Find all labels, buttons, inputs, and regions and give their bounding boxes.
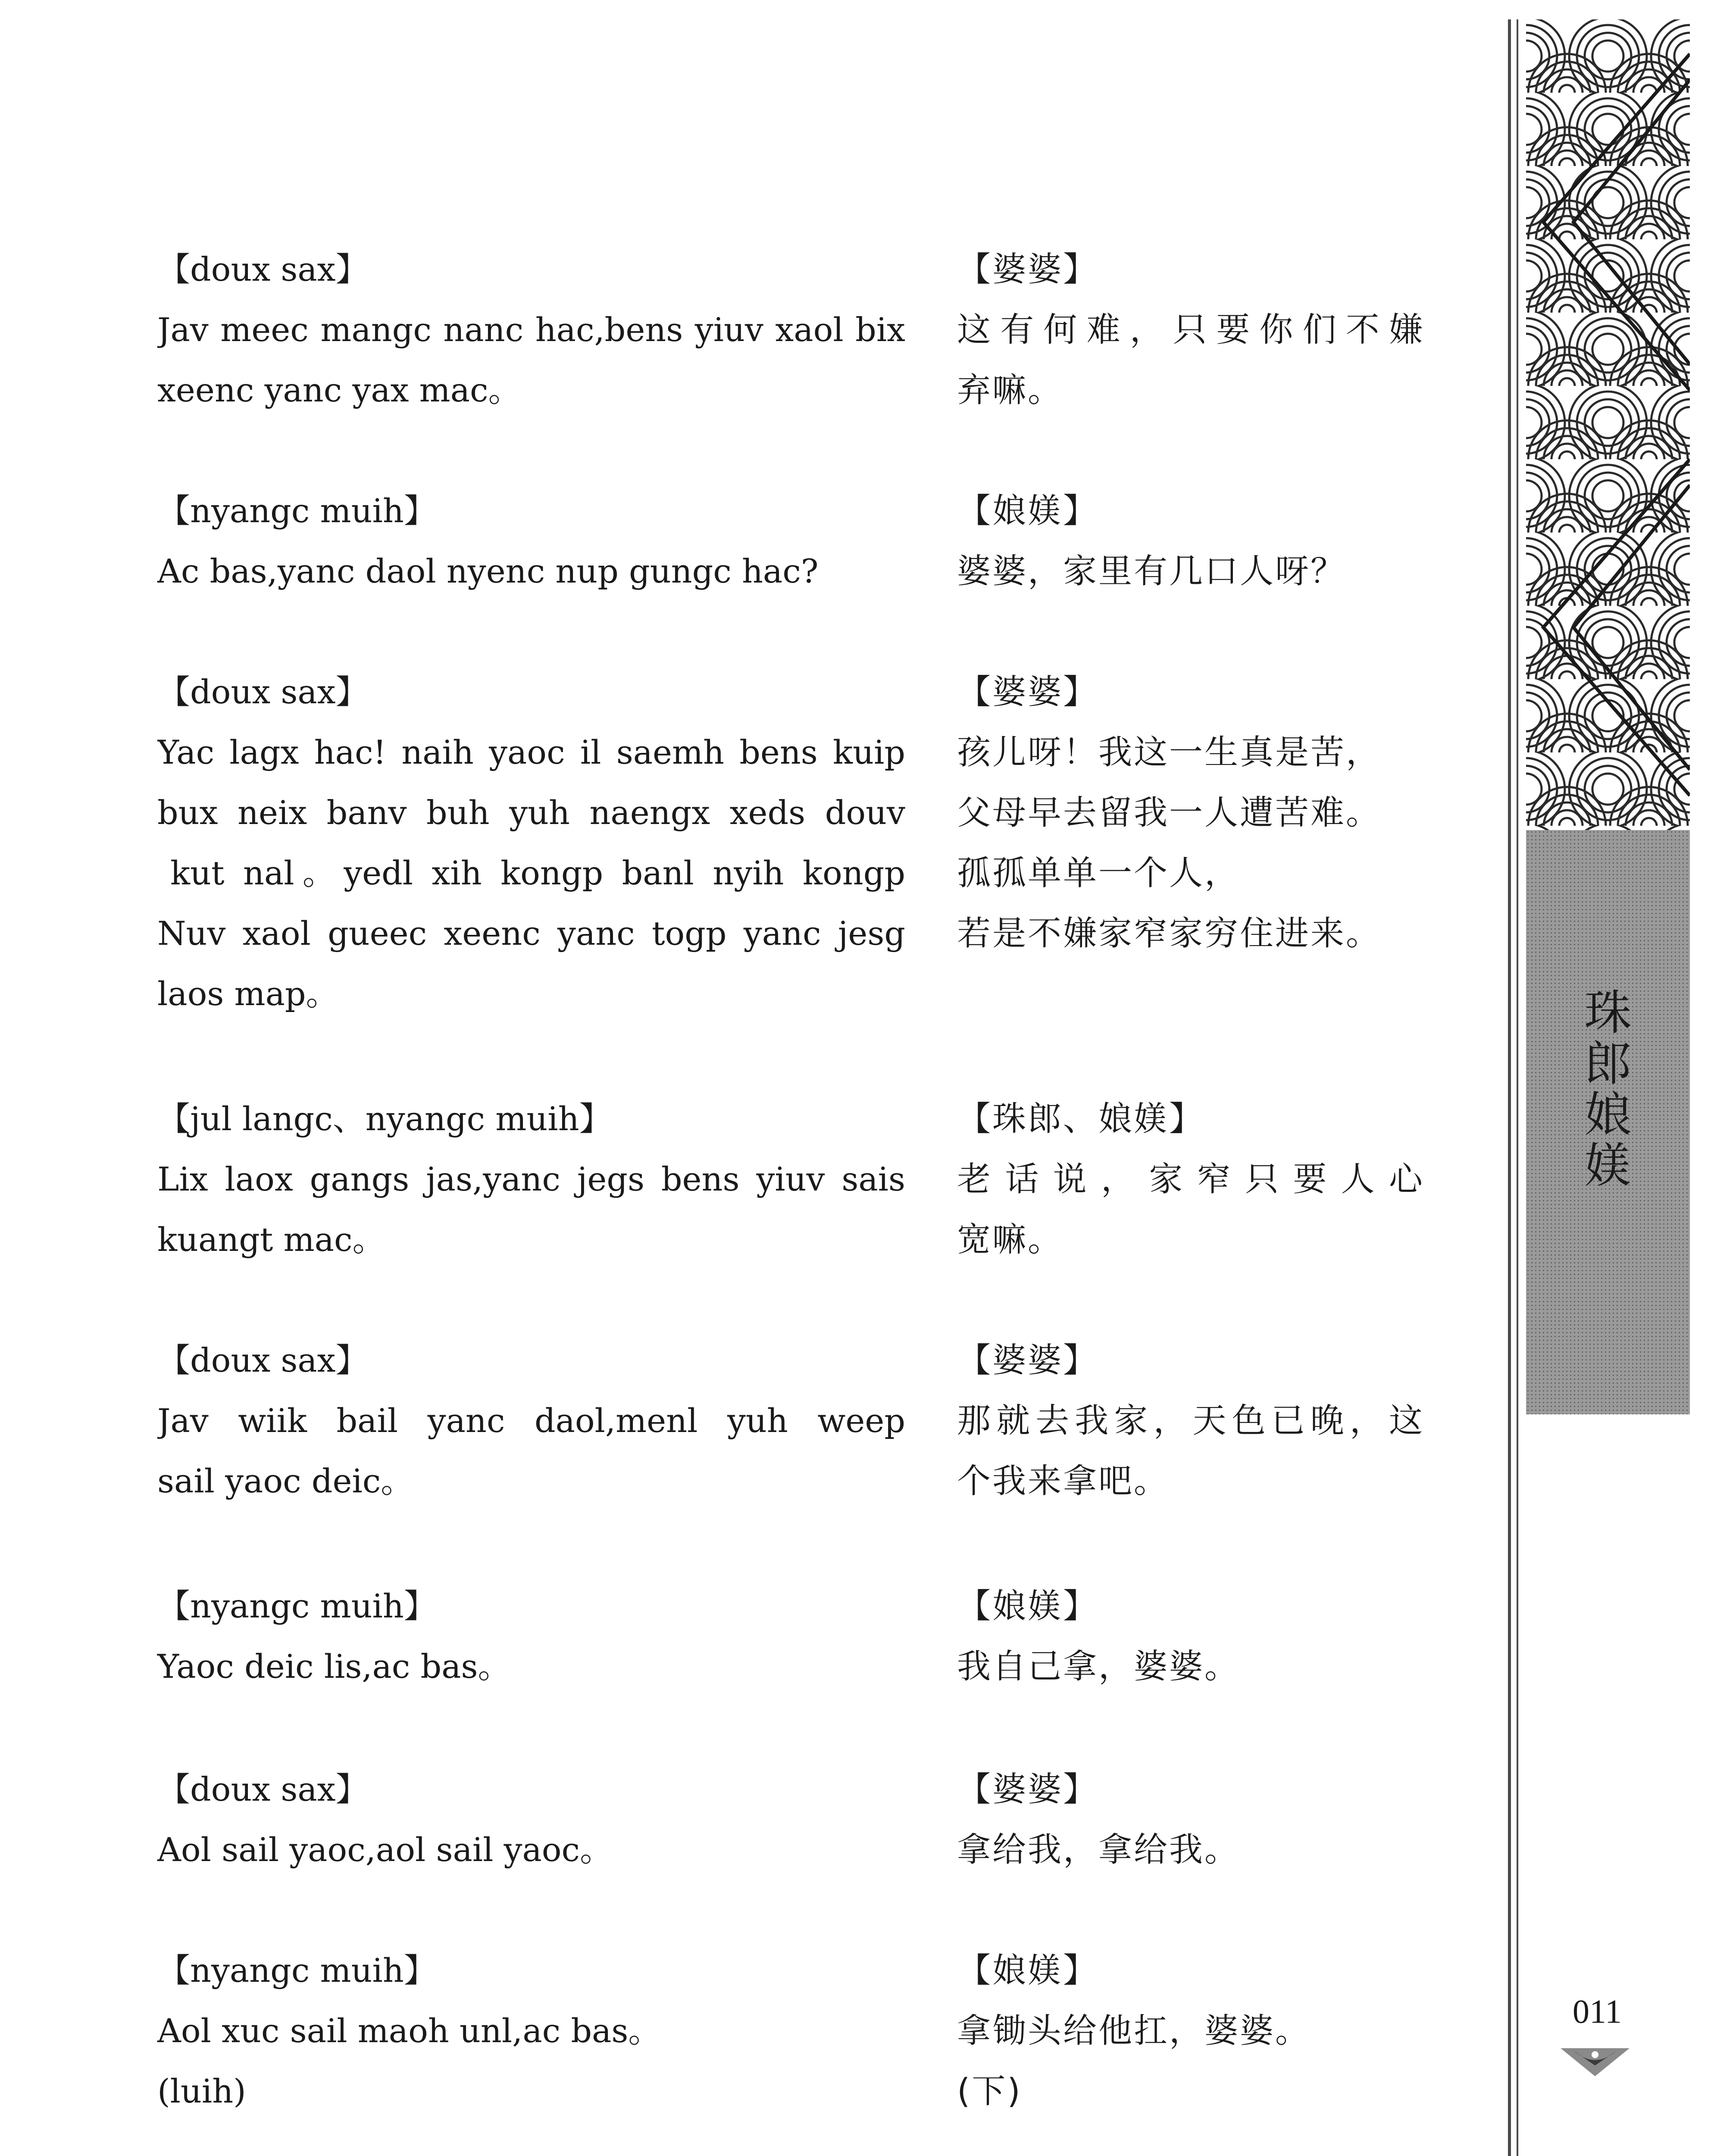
dialogue-line: sail yaoc deic。 (157, 1462, 414, 1500)
zh-block-3 (957, 662, 1423, 964)
dong-block-5 (157, 1330, 905, 1511)
dialogue-line: 弃嘛。 (957, 371, 1063, 410)
dialogue-line: 我自己拿，婆婆。 (957, 1647, 1240, 1686)
zh-block-1 (957, 239, 1423, 420)
speaker-label: 【婆婆】 (957, 250, 1099, 289)
dong-block-6 (157, 1576, 905, 1697)
speaker-label: 【nyangc muih】 (157, 1951, 437, 1990)
dialogue-line: bux neix banv buh yuh naengx xeds douv (157, 793, 905, 832)
zh-block-7 (957, 1759, 1423, 1880)
page-ornament-icon (1556, 2040, 1634, 2078)
wave-pattern-svg (1526, 19, 1690, 830)
zh-block-6 (957, 1576, 1423, 1697)
speaker-label: 【珠郎、娘媄】 (957, 1100, 1205, 1138)
margin-rule (1508, 19, 1511, 2156)
dialogue-line: 宽嘛。 (957, 1220, 1063, 1259)
dong-block-1 (157, 239, 905, 420)
speaker-label: 【doux sax】 (157, 1770, 369, 1808)
speaker-label: 【娘媄】 (957, 492, 1099, 530)
speaker-label: 【nyangc muih】 (157, 492, 437, 530)
speaker-label: 【doux sax】 (157, 673, 369, 711)
dialogue-line: kuangt mac。 (157, 1220, 385, 1259)
speaker-label: 【婆婆】 (957, 1770, 1099, 1809)
speaker-label: 【娘媄】 (957, 1951, 1099, 1990)
dialogue-line: laos map。 (157, 975, 339, 1013)
zh-block-5 (957, 1330, 1423, 1511)
dong-block-2 (157, 481, 905, 602)
zh-block-8 (957, 1940, 1423, 2122)
dong-block-4 (157, 1089, 905, 1270)
speaker-label: 【婆婆】 (957, 673, 1099, 711)
vertical-title: 珠郎娘媄 (1576, 987, 1632, 1191)
dialogue-line: kut nal。yedl xih kongp banl nyih kongp (170, 854, 905, 892)
dialogue-line: Jav meec mangc nanc hac,bens yiuv xaol bix (157, 310, 905, 349)
dong-block-8 (157, 1940, 905, 2122)
dialogue-line: 婆婆，家里有几口人呀？ (957, 552, 1346, 591)
dialogue-line: 父母早去留我一人遭苦难。 (957, 793, 1382, 832)
zh-block-4 (957, 1089, 1423, 1270)
dialogue-line: xeenc yanc yax mac。 (157, 371, 521, 409)
speaker-label: 【婆婆】 (957, 1341, 1099, 1380)
page-number: 011 (1572, 1993, 1622, 2030)
dialogue-line: Aol sail yaoc,aol sail yaoc。 (157, 1830, 613, 1869)
stage-direction: (下) (957, 2072, 1022, 2111)
dialogue-line: Nuv xaol gueec xeenc yanc togp yanc jesg (157, 914, 905, 953)
zh-block-2 (957, 481, 1423, 602)
speaker-label: 【jul langc、nyangc muih】 (157, 1100, 612, 1138)
dialogue-line: 这有何难，只要你们不嫌 (957, 310, 1423, 349)
dialogue-line: 孩儿呀！我这一生真是苦， (957, 733, 1382, 772)
dialogue-line: Ac bas,yanc daol nyenc nup gungc hac? (157, 552, 819, 590)
speaker-label: 【nyangc muih】 (157, 1587, 437, 1625)
margin-rule (1517, 19, 1518, 2156)
speaker-label: 【娘媄】 (957, 1587, 1099, 1626)
dialogue-line: Yaoc deic lis,ac bas。 (157, 1647, 511, 1686)
dialogue-line: 个我来拿吧。 (957, 1462, 1170, 1501)
dialogue-line: 孤孤单单一个人， (957, 854, 1240, 893)
wave-pattern-ornament (1526, 19, 1690, 830)
dong-block-3 (157, 662, 905, 1024)
speaker-label: 【doux sax】 (157, 1341, 369, 1379)
dialogue-line: 拿给我，拿给我。 (957, 1830, 1240, 1869)
dialogue-line: Lix laox gangs jas,yanc jegs bens yiuv sais (157, 1160, 905, 1198)
dialogue-line: 拿锄头给他扛，婆婆。 (957, 2012, 1311, 2050)
dialogue-line: 老话说，家窄只要人心 (957, 1160, 1423, 1199)
dong-block-7 (157, 1759, 905, 1880)
dialogue-line: Aol xuc sail maoh unl,ac bas。 (157, 2012, 661, 2050)
dialogue-line: 若是不嫌家窄家穷住进来。 (957, 914, 1382, 953)
dialogue-line: 那就去我家，天色已晚，这 (957, 1401, 1423, 1440)
stage-direction: (luih) (157, 2072, 246, 2110)
speaker-label: 【doux sax】 (157, 250, 369, 288)
dialogue-line: Yac lagx hac! naih yaoc il saemh bens kuip (157, 733, 905, 771)
dialogue-line: Jav wiik bail yanc daol,menl yuh weep (157, 1401, 905, 1440)
